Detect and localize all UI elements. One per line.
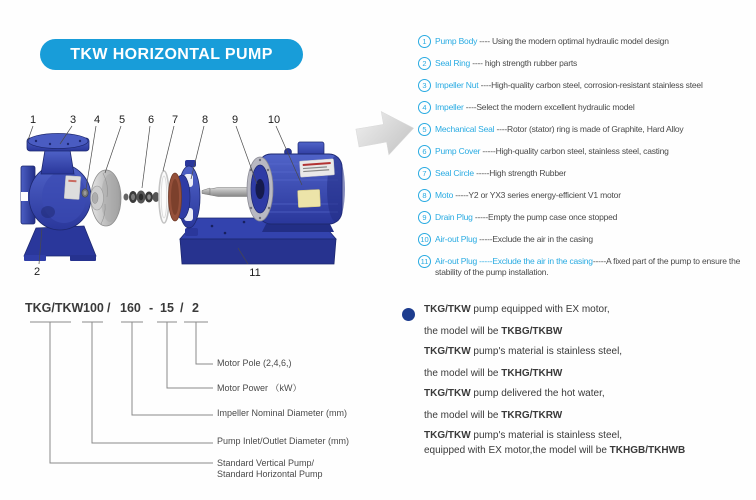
model-code-power: 15 [160, 301, 174, 315]
variant-model: TKHG/TKHW [501, 368, 563, 379]
parts-list-item-3 [418, 80, 754, 92]
part-desc: -----A fixed part of the pump to ensure the stability of the pump installation. [435, 256, 741, 277]
parts-list-item-7 [418, 168, 754, 180]
part-name: Pump Cover [435, 146, 481, 156]
part-number-2: 2 [33, 266, 41, 278]
variant-model: TKHGB/TKHWB [609, 445, 686, 456]
parts-list-item-10 [418, 234, 754, 246]
label-standard-horizontal: Standard Horizontal Pump [217, 469, 323, 479]
part-desc: -----High-quality carbon steel, stainless steel, casting [480, 146, 669, 156]
part-desc: ----Rotor (stator) ring is made of Graphite, Hard Alloy [494, 124, 684, 134]
title-banner [40, 39, 303, 70]
variant-result: the model will be TKRG/TKRW [424, 410, 563, 421]
item-number-badge: 2 [418, 57, 431, 70]
impeller-nut-part [82, 189, 88, 197]
model-code-slash: / [107, 301, 111, 315]
label-motor-pole: Motor Pole (2,4,6,) [217, 358, 292, 368]
right-arrow-icon [352, 94, 420, 172]
label-impeller-diameter: Impeller Nominal Diameter (mm) [217, 408, 348, 418]
model-code-dash: - [149, 301, 154, 315]
parts-list-item-2 [418, 58, 754, 70]
label-standard-vertical: Standard Vertical Pump/ [217, 458, 315, 468]
model-code-impeller: 160 [120, 301, 141, 315]
part-name: Moto [435, 190, 454, 200]
part-number-6: 6 [147, 114, 155, 126]
part-desc: -----Exclude the air in the casing [477, 234, 593, 244]
part-name: Impeller Nut [435, 80, 479, 90]
part-number-10: 10 [267, 114, 281, 126]
model-code-slash2: / [180, 301, 184, 315]
variant-entry [424, 430, 752, 457]
parts-list-item-1 [418, 36, 754, 48]
item-number-badge: 8 [418, 189, 431, 202]
part-desc: ---- high strength rubber parts [470, 58, 578, 68]
part-desc: -----High strength Rubber [473, 168, 567, 178]
part-desc: -----Empty the pump case once stopped [472, 212, 618, 222]
part-desc: ---- Using the modern optimal hydraulic model design [477, 36, 669, 46]
label-inlet-outlet: Pump Inlet/Outlet Diameter (mm) [217, 436, 350, 446]
impeller-part [91, 170, 122, 226]
model-code-pole: 2 [192, 301, 199, 315]
variant-condition: TKG/TKW pump equipped with EX motor, [424, 304, 610, 315]
seal-circle-part [159, 171, 169, 223]
item-number-badge: 7 [418, 167, 431, 180]
part-number-7: 7 [171, 114, 179, 126]
bullet-icon [402, 308, 415, 321]
part-desc: ----Select the modern excellent hydraulic model [463, 102, 635, 112]
item-number-badge: 6 [418, 145, 431, 158]
variant-entry [424, 346, 752, 380]
variant-condition: TKG/TKW pump's material is stainless steel, [424, 430, 623, 441]
part-desc: ----High-quality carbon steel, corrosion-resistant stainless steel [478, 80, 703, 90]
page-title: TKW HORIZONTAL PUMP [70, 45, 273, 63]
item-number-badge: 5 [418, 123, 431, 136]
item-number-badge: 9 [418, 211, 431, 224]
variant-entry [424, 388, 752, 422]
part-desc: -----Y2 or YX3 series energy-efficient V1 motor [453, 190, 621, 200]
variant-result: the model will be TKHG/TKHW [424, 368, 563, 379]
part-number-11: 11 [249, 267, 261, 279]
variant-condition: TKG/TKW pump delivered the hot water, [424, 388, 605, 399]
parts-list-item-4 [418, 102, 754, 114]
part-number-8: 8 [201, 114, 209, 126]
parts-list-item-6 [418, 146, 754, 158]
part-name: Mechanical Seal [435, 124, 495, 134]
item-number-badge: 4 [418, 101, 431, 114]
variant-model: TKBG/TKBW [501, 326, 563, 337]
label-motor-power: Motor Power （kW） [217, 383, 302, 393]
parts-list-item-11 [418, 256, 754, 277]
variant-condition: TKG/TKW pump's material is stainless steel, [424, 346, 623, 357]
part-number-9: 9 [231, 114, 239, 126]
part-name: Drain Plug [435, 212, 473, 222]
variant-model: TKRG/TKRW [501, 410, 563, 421]
part-number-3: 3 [69, 114, 77, 126]
pump-exploded-diagram [12, 100, 352, 290]
item-number-badge: 1 [418, 35, 431, 48]
parts-list [418, 36, 754, 287]
part-name: Air-out Plug -----Exclude the air in the casing [435, 256, 593, 266]
part-name: Seal Circle [435, 168, 474, 178]
model-code-inlet: 100 [83, 301, 104, 315]
item-number-badge: 11 [418, 255, 431, 268]
part-number-5: 5 [118, 114, 126, 126]
parts-list-item-5 [418, 124, 754, 136]
mechanical-seal-part [124, 191, 160, 204]
variant-result: equipped with EX motor,the model will be TKHGB/TKHWB [424, 445, 686, 456]
model-variants [424, 304, 752, 457]
part-name: Seal Ring [435, 58, 471, 68]
variant-entry [424, 304, 752, 338]
part-name: Impeller [435, 102, 464, 112]
item-number-badge: 3 [418, 79, 431, 92]
part-name: Pump Body [435, 36, 478, 46]
part-number-1: 1 [29, 114, 37, 126]
variant-result: the model will be TKBG/TKBW [424, 326, 563, 337]
item-number-badge: 10 [418, 233, 431, 246]
parts-list-item-9 [418, 212, 754, 224]
part-number-4: 4 [93, 114, 101, 126]
parts-list-item-8 [418, 190, 754, 202]
part-name: Air-out Plug [435, 234, 478, 244]
model-code-prefix: TKG/TKW [25, 301, 84, 315]
